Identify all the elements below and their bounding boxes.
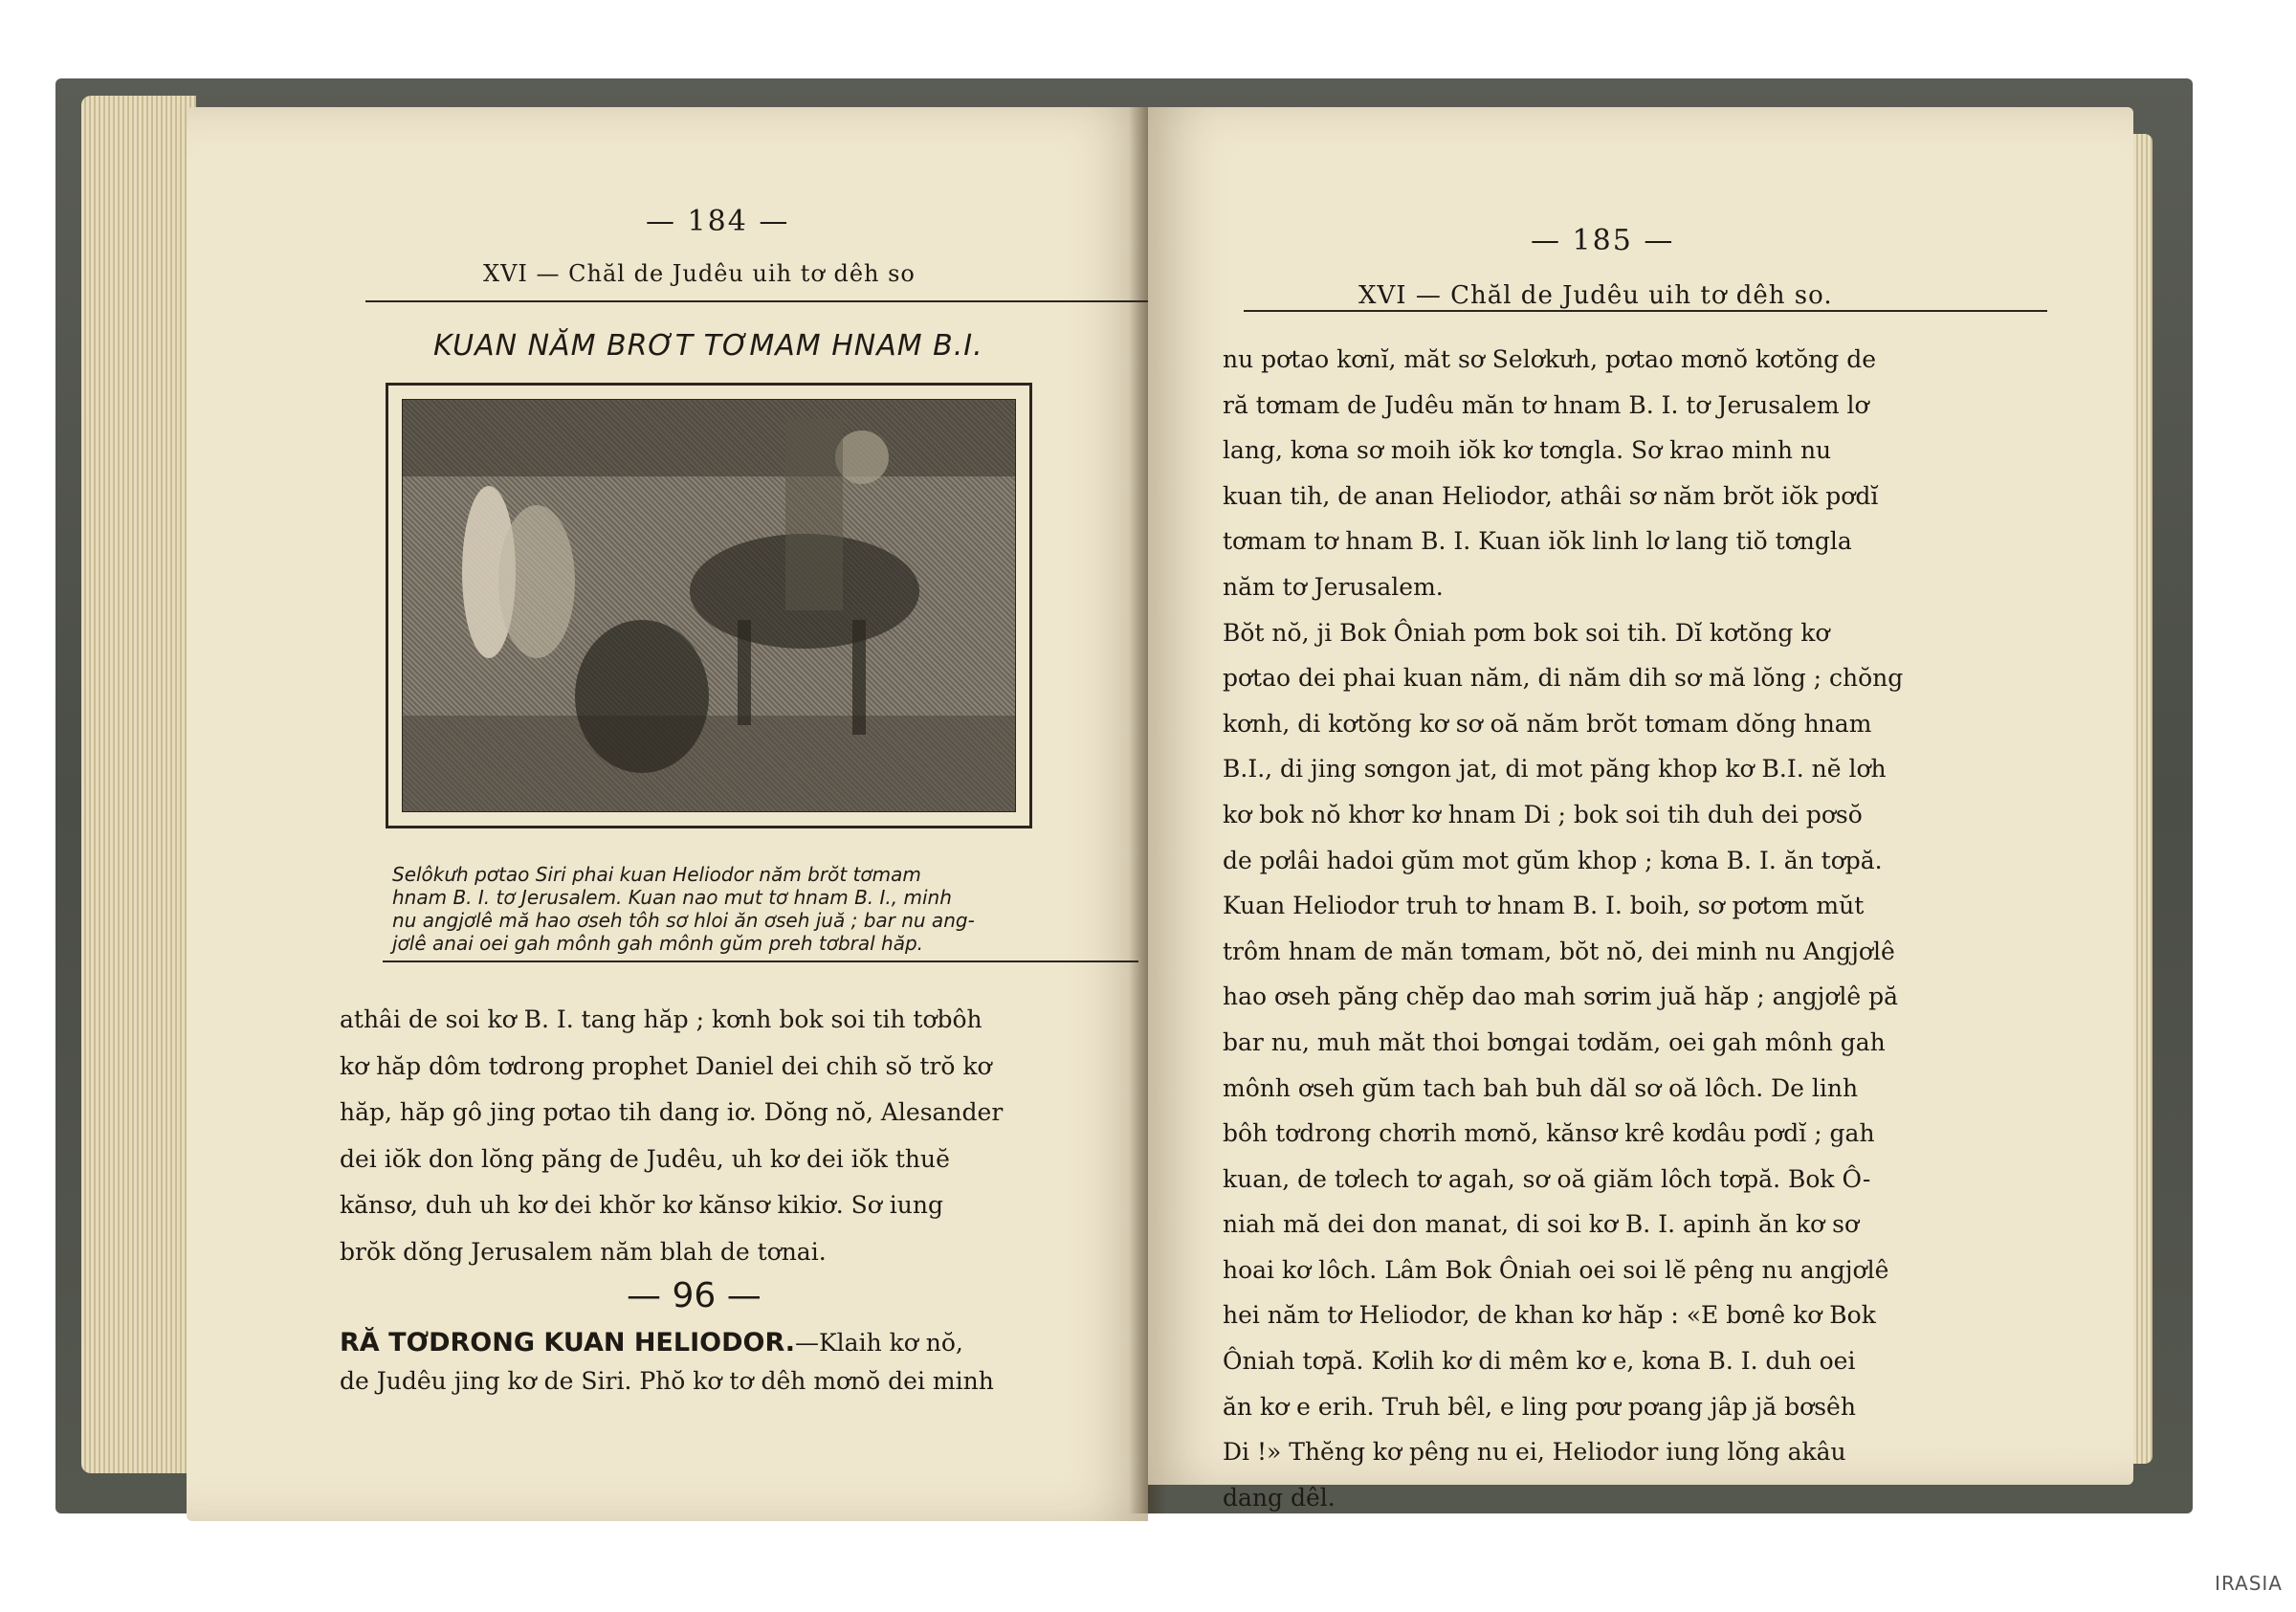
text-line: kănsơ, duh uh kơ dei khŏr kơ kănsơ kikiơ. Sơ iung [340,1191,944,1220]
left-running-head: XVI — Chăl de Judêu uih tơ dêh so [483,260,916,287]
text-line: kơnh, di kơtŏng kơ sơ oă năm brŏt tơmam dŏng hnam [1223,709,1872,738]
right-page-number: — 185 — [1531,224,1675,257]
text-line: pơtao dei phai kuan năm, di năm dih sơ mă lŏng ; chŏng [1223,664,1904,693]
text-line: ră tơmam de Judêu măn tơ hnam B. I. tơ Jerusalem lơ [1223,390,1869,419]
text-line: lang, kơna sơ moih iŏk kơ tơngla. Sơ krao minh nu [1223,436,1832,465]
text-line: Ôniah tơpă. Kơlih kơ di mêm kơ e, kơna B. I. duh oei [1223,1347,1856,1376]
text-line: tơmam tơ hnam B. I. Kuan iŏk linh lơ lang tiŏ tơngla [1223,527,1852,556]
text-line: de Judêu jing kơ de Siri. Phŏ kơ tơ dêh mơnŏ dei minh [340,1367,994,1395]
text-line: athâi de soi kơ B. I. tang hăp ; kơnh bok soi tih tơbôh [340,1005,982,1033]
text-line: kơ bok nŏ khơr kơ hnam Di ; bok soi tih duh dei pơsŏ [1223,800,1863,828]
text-line: ăn kơ e erih. Truh bêl, e ling pơư pơang jâp jă bơsêh [1223,1392,1856,1421]
text-line: kuan tih, de anan Heliodor, athâi sơ năm brŏt iŏk pơdĭ [1223,481,1879,510]
illustration-caption: Selôkưh pơtao Siri phai kuan Heliodor năm brŏt tơmam hnam B. I. tơ Jerusalem. Kuan nao mut tơ hnam B. I., minh nu angjơlê mă hao ơseh tôh sơ hloi ăn ơseh juă ; bar nu ang- jơlê anai oei gah mônh gah mônh gŭm preh tơbral hăp. [392,863,975,955]
section-heading-block [340,1324,994,1401]
text-line: de pơlâi hadoi gŭm mot gŭm khop ; kơna B. I. ăn tơpă. [1223,846,1883,874]
text-line: Di !» Thĕng kơ pêng nu ei, Heliodor iung lŏng akâu [1223,1438,1846,1467]
text-line: dang dêl. [1223,1483,1336,1512]
right-body-text [1223,337,1903,1520]
text-line: dei iŏk don lŏng păng de Judêu, uh kơ dei iŏk thuĕ [340,1144,950,1173]
left-page-number: — 184 — [646,205,790,238]
text-line: năm tơ Jerusalem. [1223,572,1444,601]
right-head-rule [1244,310,2047,312]
caption-rule [383,961,1138,962]
text-line: trôm hnam de măn tơmam, bŏt nŏ, dei minh nu Angjơlê [1223,937,1895,965]
text-line: hao ơseh păng chĕp dao mah sơrim juă hăp ; angjơlê pă [1223,983,1899,1011]
text-line: hăp, hăp gô jing pơtao tih dang iơ. Dŏng nŏ, Alesander [340,1098,1004,1127]
section-text [340,1362,994,1401]
text-line: Bŏt nŏ, ji Bok Ôniah pơm bok soi tih. Dĭ kơtŏng kơ [1223,618,1830,647]
text-line: hei năm tơ Heliodor, de khan kơ hăp : «E bơnê kơ Bok [1223,1301,1876,1330]
text-line: bôh tơdrong chơrih mơnŏ, kănsơ krê kơdâu pơdĭ ; gah [1223,1119,1875,1148]
text-line: kơ hăp dôm tơdrong prophet Daniel dei chih sŏ trŏ kơ [340,1051,992,1080]
text-line: Kuan Heliodor truh tơ hnam B. I. boih, sơ pơtơm mŭt [1223,892,1865,920]
text-line: hoai kơ lôch. Lâm Bok Ôniah oei soi lĕ pêng nu angjơlê [1223,1255,1889,1284]
illustration [386,383,1032,828]
text-line: mônh ơseh gŭm tach bah buh dăl sơ oă lôch. De linh [1223,1073,1859,1102]
text-line: kuan, de tơlech tơ agah, sơ oă giăm lôch tơpă. Bok Ô- [1223,1164,1871,1193]
section-number: — 96 — [627,1276,762,1315]
text-line: B.I., di jing sơngon jat, di mot păng khop kơ B.I. nĕ lơh [1223,755,1887,784]
right-page [1148,107,2133,1512]
text-line: nu pơtao kơnĭ, măt sơ Selơkưh, pơtao mơnŏ kơtŏng de [1223,345,1876,373]
right-running-head: XVI — Chăl de Judêu uih tơ dêh so. [1358,281,1833,310]
section-heading-rest: —Klaih kơ nŏ, [795,1329,963,1357]
page-edges-left [81,96,196,1473]
watermark: IRASIA [2215,1572,2283,1595]
text-line: niah mă dei don manat, di soi kơ B. I. apinh ăn kơ sơ [1223,1210,1859,1239]
engraving-image [402,399,1016,812]
text-line: bar nu, muh măt thoi bơngai tơdăm, oei gah mônh gah [1223,1027,1886,1056]
section-heading: RĂ TƠDRONG KUAN HELIODOR. [340,1328,795,1358]
left-body-text [340,997,1003,1276]
text-line: brŏk dŏng Jerusalem năm blah de tơnai. [340,1237,827,1266]
illustration-title: KUAN NĂM BRƠT TƠMAM HNAM B.I. [433,329,983,363]
left-page [187,107,1148,1521]
